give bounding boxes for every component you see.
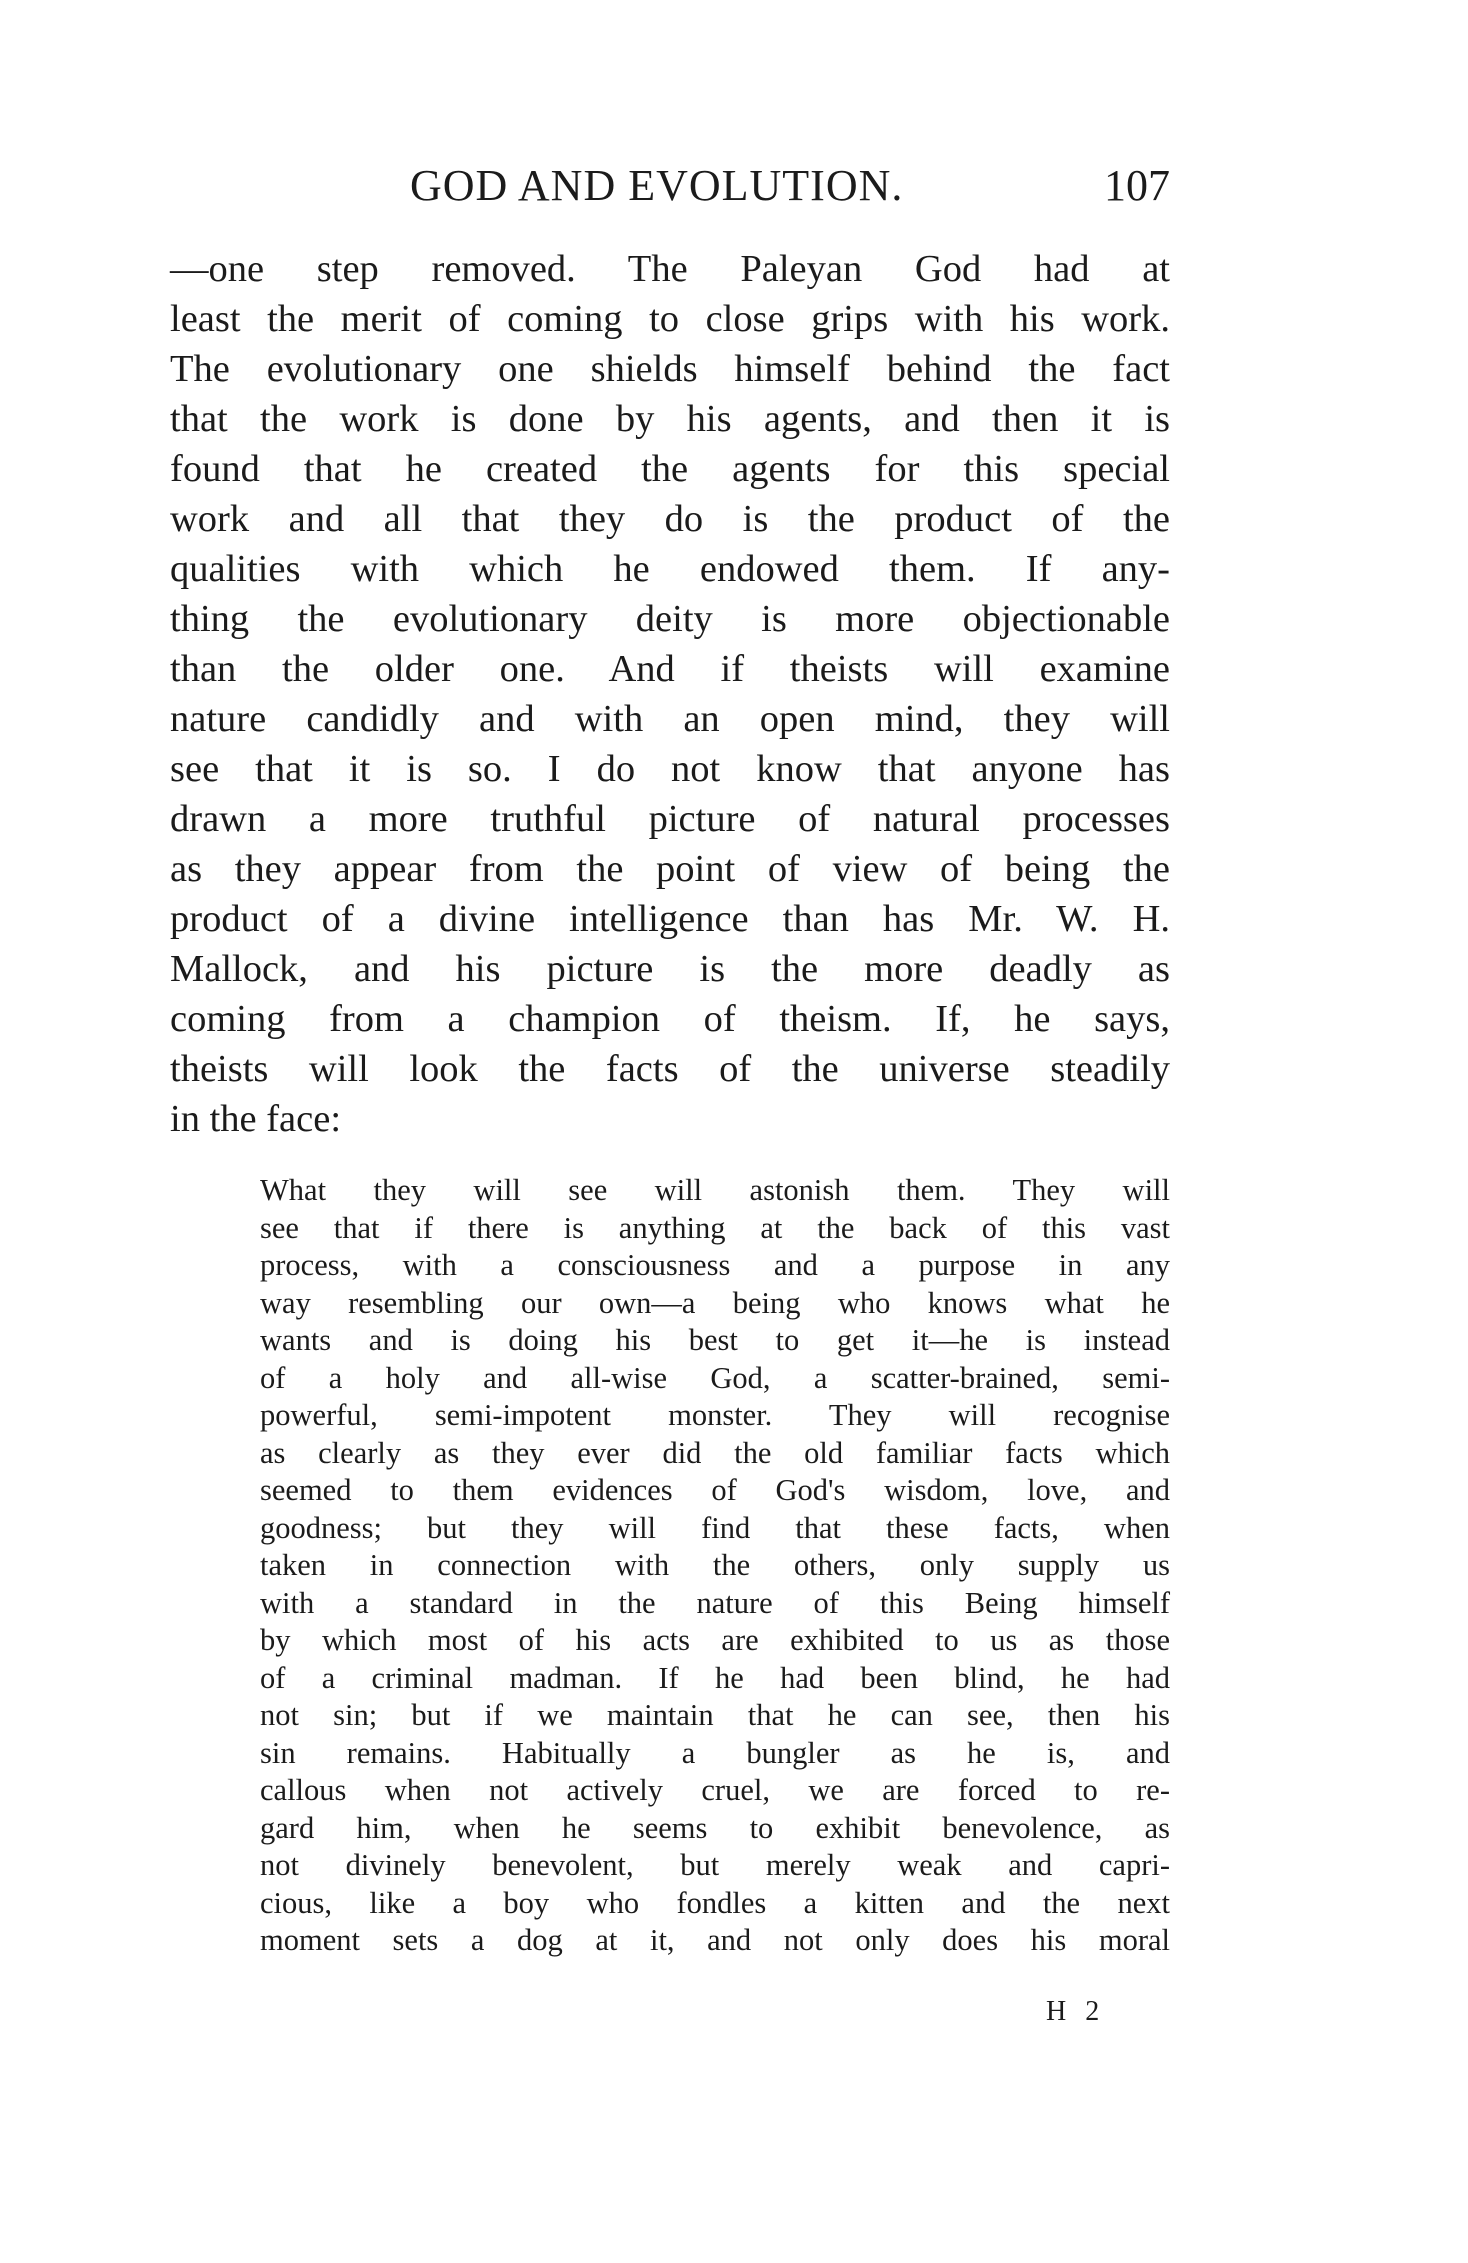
quote-line: cious, like a boy who fondles a kitten and the next [260, 1885, 1170, 1920]
quote-line: wants and is doing his best to get it—he is instead [260, 1323, 1170, 1357]
text-line: see that it is so. I do not know that anyone has [170, 748, 1170, 790]
quote-line: What they will see will astonish them. They will [260, 1173, 1170, 1207]
text-line: nature candidly and with an open mind, they will [170, 698, 1170, 740]
text-line: theists will look the facts of the universe steadily [170, 1048, 1170, 1090]
page-number: 107 [1104, 161, 1170, 210]
text-line: that the work is done by his agents, and then it is [170, 398, 1170, 440]
quote-line: callous when not actively cruel, we are forced to re- [260, 1773, 1170, 1807]
quote-line: not divinely benevolent, but merely weak and capri- [260, 1848, 1170, 1882]
quote-line: with a standard in the nature of this Being himself [260, 1585, 1170, 1620]
quote-line: of a holy and all-wise God, a scatter-brained, semi- [260, 1360, 1170, 1395]
quote-line: see that if there is anything at the back of this vast [260, 1210, 1170, 1245]
text-line: coming from a champion of theism. If, he says, [170, 998, 1170, 1040]
quote-line: process, with a consciousness and a purpose in any [260, 1248, 1170, 1282]
text-line: qualities with which he endowed them. If any- [170, 548, 1170, 590]
quote-line: moment sets a dog at it, and not only does his moral [260, 1923, 1170, 1957]
running-title: GOD AND EVOLUTION. [410, 161, 904, 210]
quote-line: taken in connection with the others, only supply us [260, 1548, 1170, 1582]
text-line: The evolutionary one shields himself behind the fact [170, 348, 1170, 390]
quote-line: sin remains. Habitually a bungler as he is, and [260, 1735, 1170, 1770]
quote-line: gard him, when he seems to exhibit benevolence, as [260, 1810, 1170, 1845]
quote-line: seemed to them evidences of God's wisdom, love, and [260, 1473, 1170, 1507]
text-line: found that he created the agents for this special [170, 448, 1170, 490]
text-line: in the face: [170, 1098, 342, 1140]
text-line: thing the evolutionary deity is more objectionable [170, 598, 1170, 640]
quote-line: goodness; but they will find that these facts, when [260, 1510, 1170, 1545]
text-line: work and all that they do is the product of the [170, 498, 1170, 540]
main-paragraph [170, 244, 1170, 1144]
signature-mark: H 2 [1046, 1996, 1106, 2027]
text-line: drawn a more truthful picture of natural processes [170, 798, 1170, 840]
quote-line: powerful, semi-impotent monster. They will recognise [260, 1398, 1170, 1432]
text-line: Mallock, and his picture is the more deadly as [170, 948, 1170, 990]
text-line: as they appear from the point of view of being the [170, 848, 1170, 890]
text-line: —one step removed. The Paleyan God had at [170, 248, 1170, 290]
text-line: least the merit of coming to close grips with his work. [170, 298, 1170, 340]
block-quotation [260, 1172, 1170, 1960]
quote-line: not sin; but if we maintain that he can see, then his [260, 1698, 1170, 1732]
running-head [170, 160, 1170, 220]
quote-line: by which most of his acts are exhibited to us as those [260, 1623, 1170, 1657]
quote-line: way resembling our own—a being who knows what he [260, 1285, 1170, 1320]
text-line: product of a divine intelligence than has Mr. W. H. [170, 898, 1170, 940]
quote-line: as clearly as they ever did the old familiar facts which [260, 1435, 1170, 1470]
text-line: than the older one. And if theists will examine [170, 648, 1170, 690]
quote-line: of a criminal madman. If he had been blind, he had [260, 1660, 1170, 1695]
